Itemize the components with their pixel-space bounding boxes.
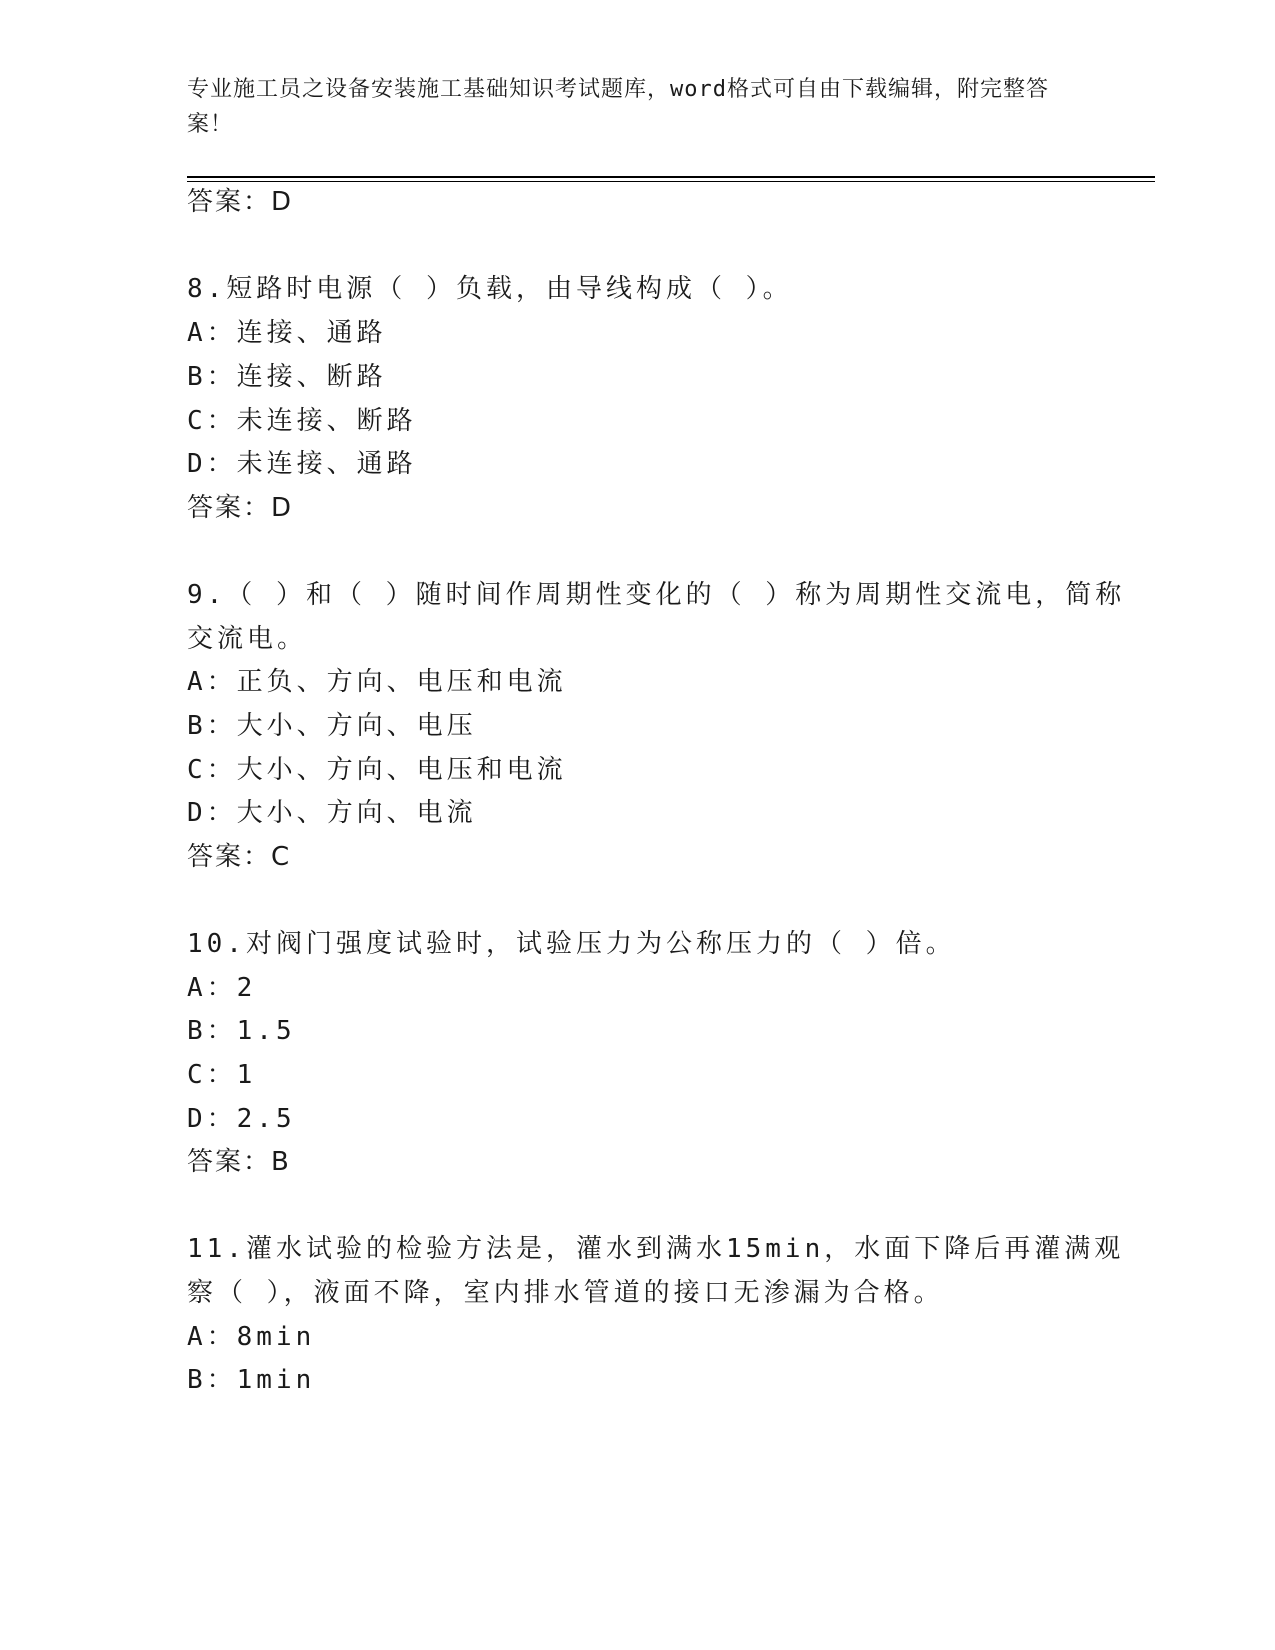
question-11-text-line-2: 察（ ），液面不降，室内排水管道的接口无渗漏为合格。: [187, 1278, 944, 1308]
question-8-option-c: C：未连接、断路: [187, 406, 417, 436]
question-8-option-b: B：连接、断路: [187, 362, 387, 392]
question-8-option-d: D：未连接、通路: [187, 449, 417, 479]
question-9-text-line-2: 交流电。: [187, 624, 308, 654]
question-8-answer: 答案：D: [187, 493, 294, 523]
question-9-option-c: C：大小、方向、电压和电流: [187, 755, 567, 785]
document-header: 专业施工员之设备安装施工基础知识考试题库，word格式可自由下载编辑，附完整答案！: [187, 77, 1049, 137]
question-9-option-d: D：大小、方向、电流: [187, 798, 477, 828]
question-10-option-d: D：2.5: [187, 1104, 296, 1134]
question-9-text-line-1: 9.（ ）和（ ）随时间作周期性变化的（ ）称为周期性交流电，简称: [187, 580, 1126, 610]
question-10-option-c: C：1: [187, 1060, 257, 1090]
header-divider-thick: [187, 176, 1155, 178]
question-9-answer: 答案：C: [187, 842, 292, 872]
question-10-option-b: B：1.5: [187, 1016, 296, 1046]
header-divider-thin: [187, 181, 1155, 182]
question-11-option-a: A：8min: [187, 1322, 316, 1352]
question-8-option-a: A：连接、通路: [187, 318, 387, 348]
question-11-text-line-1: 11.灌水试验的检验方法是，灌水到满水15min，水面下降后再灌满观: [187, 1234, 1125, 1264]
question-9-option-a: A：正负、方向、电压和电流: [187, 667, 567, 697]
question-11-option-b: B：1min: [187, 1365, 316, 1395]
previous-question-answer: 答案：D: [187, 187, 294, 217]
question-8-text: 8.短路时电源（ ）负载，由导线构成（ ）。: [187, 274, 793, 304]
question-10-text: 10.对阀门强度试验时，试验压力为公称压力的（ ）倍。: [187, 929, 956, 959]
question-10-answer: 答案：B: [187, 1147, 291, 1177]
question-9-option-b: B：大小、方向、电压: [187, 711, 477, 741]
question-10-option-a: A：2: [187, 973, 257, 1003]
